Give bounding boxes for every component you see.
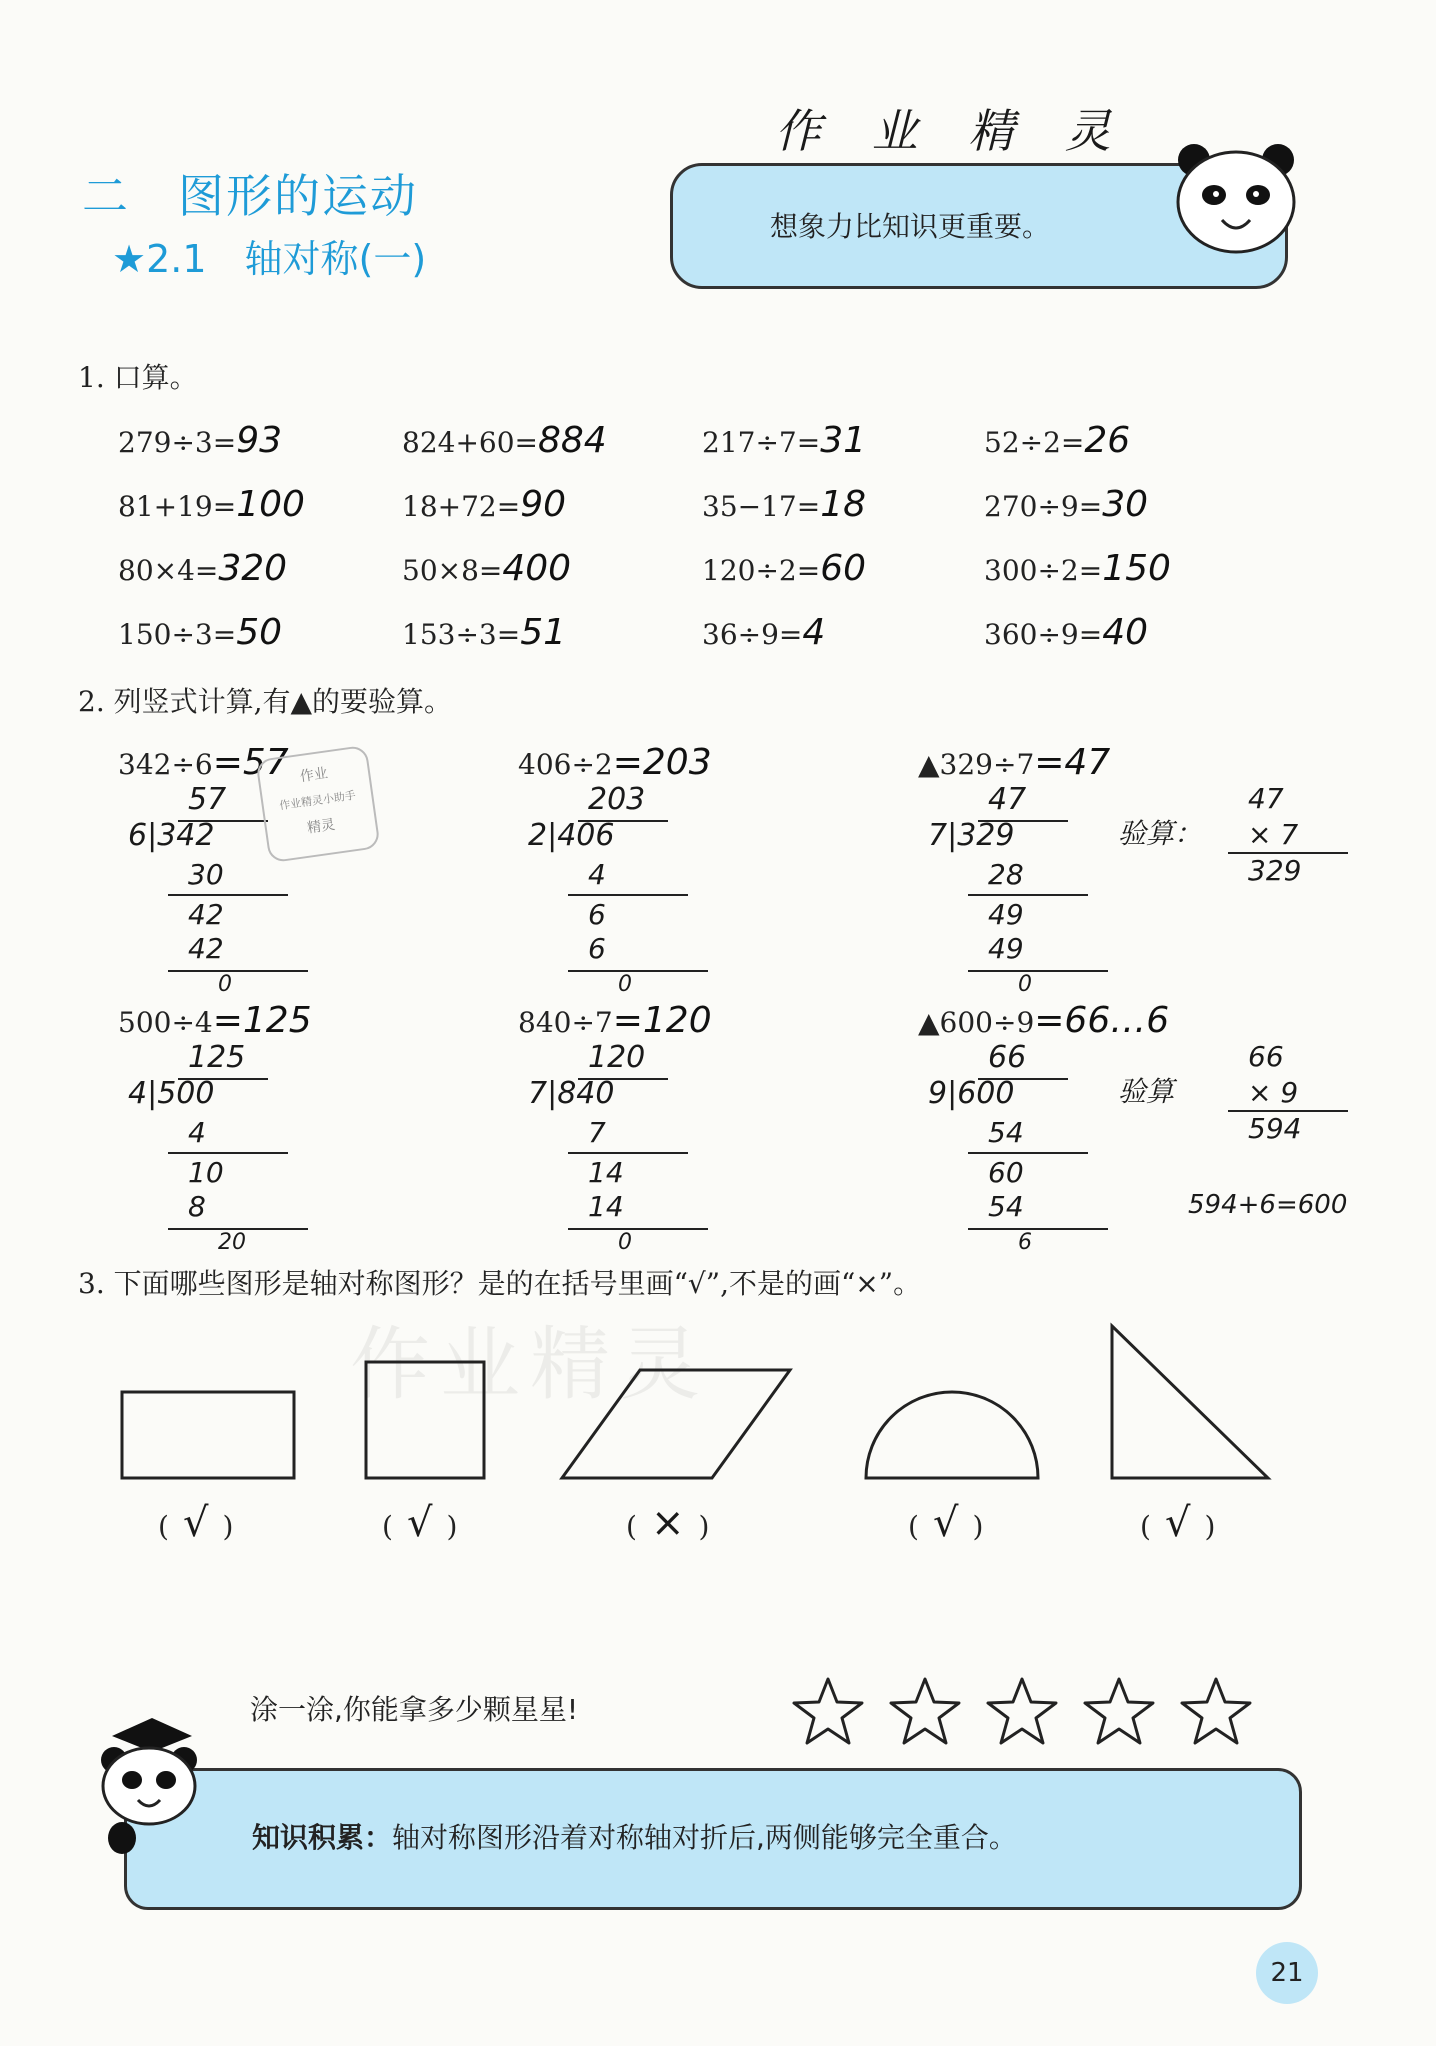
dividend-line: 4|500 — [128, 1076, 215, 1111]
bar-line — [968, 894, 1088, 896]
work-step: 14 — [588, 1156, 624, 1189]
calc-expression: 217÷7= — [702, 426, 821, 459]
division-problem — [518, 1000, 712, 1041]
work-step: 4 — [188, 1116, 206, 1149]
work-step: 49 — [988, 932, 1024, 965]
calc-answer: 4 — [802, 612, 826, 653]
quotient: 66 — [988, 1040, 1027, 1075]
star-icon[interactable] — [1083, 1676, 1155, 1746]
check-step: × 7 — [1248, 818, 1299, 851]
oral-calc-item — [118, 548, 287, 589]
calc-answer: 26 — [1084, 420, 1131, 461]
answer-mark: × — [650, 1500, 685, 1546]
oral-calc-item — [702, 548, 866, 589]
quotient: 57 — [188, 782, 227, 817]
calc-expression: 50×8= — [402, 554, 503, 587]
answer-mark: √ — [1164, 1500, 1191, 1546]
calc-answer: 884 — [538, 420, 607, 461]
paren-open: ( — [1140, 1510, 1151, 1543]
paren-close: ) — [222, 1510, 234, 1543]
calc-answer: 93 — [236, 420, 282, 461]
division-answer: =66…6 — [1034, 1000, 1170, 1041]
star-icon[interactable] — [792, 1676, 864, 1746]
bar-line — [578, 1078, 668, 1080]
work-step: 14 — [588, 1190, 624, 1223]
bar-line — [568, 1152, 688, 1154]
check-step: 594 — [1248, 1112, 1302, 1145]
calc-expression: 153÷3= — [402, 618, 521, 651]
work-step: 30 — [188, 858, 224, 891]
paren-close: ) — [698, 1510, 710, 1543]
calc-answer: 31 — [820, 420, 866, 461]
right-triangle-shape — [1112, 1326, 1268, 1478]
oral-calc-item — [702, 420, 866, 461]
q3-title: 3. 下面哪些图形是轴对称图形？是的在括号里画“√”,不是的画“×”。 — [78, 1267, 922, 1300]
work-step: 6 — [588, 898, 606, 931]
panda-icon — [1166, 140, 1306, 260]
quotient: 120 — [588, 1040, 646, 1075]
q1-title: 1. 口算。 — [78, 361, 198, 394]
bar-line — [978, 1078, 1068, 1080]
square-shape — [366, 1362, 484, 1478]
star-icon[interactable] — [986, 1676, 1058, 1746]
work-step: 54 — [988, 1116, 1024, 1149]
quotient: 125 — [188, 1040, 246, 1075]
division-problem — [918, 1000, 1169, 1041]
knowledge-label: 知识积累： — [252, 1821, 393, 1854]
dividend-line: 9|600 — [928, 1076, 1015, 1111]
paren-close: ) — [446, 1510, 458, 1543]
work-step: 28 — [988, 858, 1024, 891]
oral-calc-item — [118, 612, 282, 653]
section-title: ★2.1 轴对称(一) — [112, 237, 427, 281]
watermark: 作业精灵 — [350, 1318, 710, 1411]
calc-answer: 90 — [520, 484, 566, 525]
paren-open: ( — [908, 1510, 919, 1543]
paren-open: ( — [158, 1510, 169, 1543]
bar-line — [1228, 852, 1348, 854]
calc-answer: 60 — [820, 548, 866, 589]
paren-open: ( — [626, 1510, 637, 1543]
stamp — [255, 745, 380, 864]
work-step: 10 — [188, 1156, 224, 1189]
oral-calc-item — [402, 548, 571, 589]
bar-line — [568, 970, 708, 972]
division-problem — [518, 742, 712, 783]
remainder: 20 — [218, 1230, 246, 1255]
oral-calc-item — [984, 548, 1171, 589]
bar-line — [168, 970, 308, 972]
remainder: 0 — [618, 972, 632, 997]
work-step: 42 — [188, 932, 224, 965]
check-step: 66 — [1248, 1040, 1284, 1073]
check-label: 验算 — [1118, 1075, 1175, 1108]
calc-expression: 18+72= — [402, 490, 521, 523]
calc-expression: 80×4= — [118, 554, 219, 587]
calc-expression: 824+60= — [402, 426, 538, 459]
rectangle-shape — [122, 1392, 294, 1478]
work-step: 7 — [588, 1116, 606, 1149]
check-step: × 9 — [1248, 1076, 1299, 1109]
answer-paren — [908, 1500, 983, 1546]
check-step: 594+6=600 — [1188, 1190, 1348, 1220]
parallelogram-shape — [562, 1370, 790, 1478]
quotient: 203 — [588, 782, 646, 817]
division-problem — [918, 742, 1110, 783]
dividend-line: 2|406 — [528, 818, 615, 853]
bar-line — [168, 894, 288, 896]
calc-expression: 150÷3= — [118, 618, 237, 651]
bar-line — [178, 1078, 268, 1080]
division-answer: =203 — [612, 742, 712, 783]
oral-calc-item — [984, 612, 1148, 653]
answer-mark: √ — [182, 1500, 209, 1546]
answer-paren — [158, 1500, 233, 1546]
work-step: 42 — [188, 898, 224, 931]
answer-paren — [382, 1500, 457, 1546]
calc-expression: 81+19= — [118, 490, 237, 523]
stars-label: 涂一涂,你能拿多少颗星星! — [250, 1693, 579, 1726]
check-label: 验算： — [1118, 817, 1203, 850]
paren-open: ( — [382, 1510, 393, 1543]
motto-text: 想象力比知识更重要。 — [770, 210, 1051, 243]
work-step: 54 — [988, 1190, 1024, 1223]
check-step: 47 — [1248, 782, 1284, 815]
bar-line — [578, 820, 668, 822]
answer-paren — [626, 1500, 709, 1546]
remainder: 0 — [618, 1230, 632, 1255]
star-icon[interactable] — [889, 1676, 961, 1746]
division-problem — [118, 1000, 312, 1041]
calc-expression: 270÷9= — [984, 490, 1103, 523]
division-expression: ▲329÷7 — [918, 748, 1035, 781]
division-expression: 500÷4 — [118, 1006, 213, 1039]
oral-calc-item — [402, 420, 607, 461]
division-expression: 840÷7 — [518, 1006, 613, 1039]
bar-line — [978, 820, 1068, 822]
page-number: 21 — [1256, 1942, 1318, 2004]
answer-paren — [1140, 1500, 1215, 1546]
check-step: 329 — [1248, 854, 1302, 887]
chapter-title: 二 图形的运动 — [82, 169, 418, 223]
calc-expression: 300÷2= — [984, 554, 1103, 587]
bar-line — [968, 1152, 1088, 1154]
handwritten-title: 作 业 精 灵 — [775, 104, 1129, 158]
stamp-line: 精灵 — [306, 816, 337, 837]
division-answer: =120 — [612, 1000, 712, 1041]
oral-calc-item — [984, 420, 1130, 461]
oral-calc-item — [702, 612, 825, 653]
oral-calc-item — [118, 484, 305, 525]
bar-line — [568, 1228, 708, 1230]
division-expression: ▲600÷9 — [918, 1006, 1035, 1039]
calc-answer: 100 — [236, 484, 305, 525]
bar-line — [1228, 1110, 1348, 1112]
calc-answer: 400 — [502, 548, 572, 589]
division-answer: =47 — [1034, 742, 1111, 783]
oral-calc-item — [702, 484, 866, 525]
semicircle-shape — [866, 1392, 1038, 1478]
calc-answer: 18 — [820, 484, 866, 525]
work-step: 6 — [588, 932, 606, 965]
bar-line — [168, 1152, 288, 1154]
dividend-line: 6|342 — [128, 818, 215, 853]
bar-line — [968, 1228, 1108, 1230]
work-step: 60 — [988, 1156, 1024, 1189]
paren-close: ) — [972, 1510, 984, 1543]
dividend-line: 7|329 — [928, 818, 1015, 853]
remainder: 6 — [1018, 1230, 1032, 1255]
calc-answer: 150 — [1102, 548, 1171, 589]
star-icon[interactable] — [1180, 1676, 1252, 1746]
quotient: 47 — [988, 782, 1027, 817]
calc-expression: 279÷3= — [118, 426, 237, 459]
answer-mark: √ — [406, 1500, 433, 1546]
remainder: 0 — [218, 972, 232, 997]
stamp-line: 作业 — [298, 765, 329, 786]
work-step: 4 — [588, 858, 606, 891]
work-step: 49 — [988, 898, 1024, 931]
knowledge-content: 轴对称图形沿着对称轴对折后,两侧能够完全重合。 — [392, 1821, 1017, 1854]
remainder: 0 — [1018, 972, 1032, 997]
stamp-line: 作业精灵小助手 — [278, 788, 357, 813]
division-expression: 406÷2 — [518, 748, 613, 781]
bar-line — [178, 820, 268, 822]
calc-answer: 51 — [520, 612, 566, 653]
calc-expression: 360÷9= — [984, 618, 1103, 651]
division-expression: 342÷6 — [118, 748, 213, 781]
oral-calc-item — [984, 484, 1148, 525]
shapes-row — [0, 1310, 1436, 1510]
paren-close: ) — [1204, 1510, 1216, 1543]
calc-answer: 40 — [1102, 612, 1148, 653]
division-answer: =125 — [212, 1000, 312, 1041]
calc-expression: 52÷2= — [984, 426, 1085, 459]
q2-title: 2. 列竖式计算,有▲的要验算。 — [78, 685, 453, 718]
knowledge-text — [252, 1816, 1017, 1856]
calc-answer: 50 — [236, 612, 282, 653]
calc-expression: 120÷2= — [702, 554, 821, 587]
oral-calc-item — [118, 420, 282, 461]
oral-calc-item — [402, 612, 566, 653]
calc-expression: 36÷9= — [702, 618, 803, 651]
answer-mark: √ — [932, 1500, 959, 1546]
panda-graduate-icon — [92, 1708, 202, 1858]
dividend-line: 7|840 — [528, 1076, 615, 1111]
work-step: 8 — [188, 1190, 206, 1223]
calc-expression: 35−17= — [702, 490, 821, 523]
division-answer: =57 — [212, 742, 289, 783]
bar-line — [568, 894, 688, 896]
calc-answer: 30 — [1102, 484, 1148, 525]
oral-calc-item — [402, 484, 566, 525]
calc-answer: 320 — [218, 548, 288, 589]
bar-line — [968, 970, 1108, 972]
